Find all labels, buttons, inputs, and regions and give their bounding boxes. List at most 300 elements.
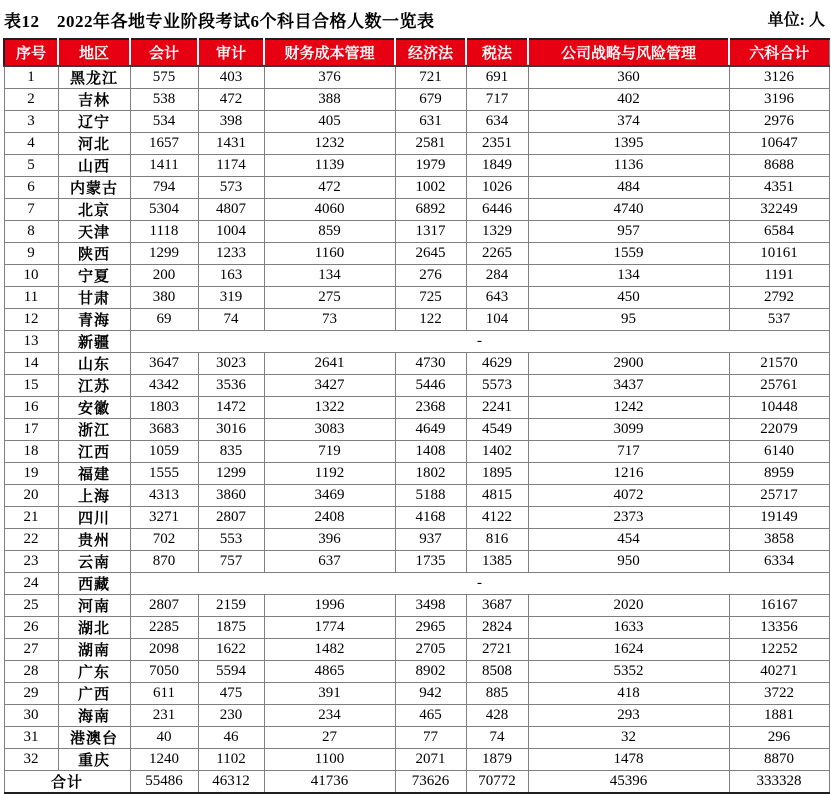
seq-cell: 28 xyxy=(4,661,58,683)
value-cell: 8870 xyxy=(729,749,829,771)
value-cell: 757 xyxy=(198,551,264,573)
value-cell: 1559 xyxy=(528,243,729,265)
value-cell: 3683 xyxy=(130,419,198,441)
value-cell: 2071 xyxy=(395,749,466,771)
table-row xyxy=(4,441,829,463)
table-row xyxy=(4,463,829,485)
seq-cell: 22 xyxy=(4,529,58,551)
seq-cell: 30 xyxy=(4,705,58,727)
value-cell: 2241 xyxy=(466,397,528,419)
value-cell: 8688 xyxy=(729,155,829,177)
region-cell: 广东 xyxy=(58,661,130,683)
seq-cell: 9 xyxy=(4,243,58,265)
value-cell: 2373 xyxy=(528,507,729,529)
value-cell: 1395 xyxy=(528,133,729,155)
seq-cell: 27 xyxy=(4,639,58,661)
value-cell: 1136 xyxy=(528,155,729,177)
table-row xyxy=(4,155,829,177)
value-cell: 1402 xyxy=(466,441,528,463)
region-cell: 吉林 xyxy=(58,89,130,111)
total-value-cell: 333328 xyxy=(729,771,829,794)
value-cell: 1803 xyxy=(130,397,198,419)
value-cell: 794 xyxy=(130,177,198,199)
value-cell: 3099 xyxy=(528,419,729,441)
column-header-1: 地区 xyxy=(58,39,130,66)
table-row xyxy=(4,199,829,221)
value-cell: 2020 xyxy=(528,595,729,617)
value-cell: 1139 xyxy=(264,155,395,177)
value-cell: 276 xyxy=(395,265,466,287)
value-cell: 73 xyxy=(264,309,395,331)
value-cell: 1555 xyxy=(130,463,198,485)
value-cell: 484 xyxy=(528,177,729,199)
value-cell: 1478 xyxy=(528,749,729,771)
table-row xyxy=(4,551,829,573)
value-cell: 611 xyxy=(130,683,198,705)
seq-cell: 21 xyxy=(4,507,58,529)
seq-cell: 26 xyxy=(4,617,58,639)
value-cell: 2641 xyxy=(264,353,395,375)
region-cell: 云南 xyxy=(58,551,130,573)
region-cell: 福建 xyxy=(58,463,130,485)
value-cell: 7050 xyxy=(130,661,198,683)
value-cell: 1329 xyxy=(466,221,528,243)
seq-cell: 13 xyxy=(4,331,58,353)
value-cell: 4122 xyxy=(466,507,528,529)
value-cell: 418 xyxy=(528,683,729,705)
total-value-cell: 45396 xyxy=(528,771,729,794)
table-row xyxy=(4,419,829,441)
value-cell: 2159 xyxy=(198,595,264,617)
value-cell: 1102 xyxy=(198,749,264,771)
value-cell: 1996 xyxy=(264,595,395,617)
value-cell: 2351 xyxy=(466,133,528,155)
value-cell: 2824 xyxy=(466,617,528,639)
value-cell: 719 xyxy=(264,441,395,463)
value-cell: 16167 xyxy=(729,595,829,617)
value-cell: 1299 xyxy=(198,463,264,485)
value-cell: 1411 xyxy=(130,155,198,177)
value-cell: 1118 xyxy=(130,221,198,243)
total-value-cell: 73626 xyxy=(395,771,466,794)
value-cell: 454 xyxy=(528,529,729,551)
table-row xyxy=(4,529,829,551)
value-cell: 396 xyxy=(264,529,395,551)
region-cell: 港澳台 xyxy=(58,727,130,749)
value-cell: 10647 xyxy=(729,133,829,155)
region-cell: 四川 xyxy=(58,507,130,529)
total-value-cell: 55486 xyxy=(130,771,198,794)
region-cell: 甘肃 xyxy=(58,287,130,309)
value-cell: 1879 xyxy=(466,749,528,771)
value-cell: 77 xyxy=(395,727,466,749)
table-row xyxy=(4,705,829,727)
value-cell: 2645 xyxy=(395,243,466,265)
column-header-8: 六科合计 xyxy=(729,39,829,66)
value-cell: 104 xyxy=(466,309,528,331)
value-cell: 1322 xyxy=(264,397,395,419)
value-cell: 1881 xyxy=(729,705,829,727)
value-cell: 69 xyxy=(130,309,198,331)
value-cell: 553 xyxy=(198,529,264,551)
value-cell: 388 xyxy=(264,89,395,111)
column-header-7: 公司战略与风险管理 xyxy=(528,39,729,66)
table-row xyxy=(4,639,829,661)
value-cell: 1002 xyxy=(395,177,466,199)
value-cell: 6892 xyxy=(395,199,466,221)
value-cell: 3687 xyxy=(466,595,528,617)
value-cell: 835 xyxy=(198,441,264,463)
value-cell: 4072 xyxy=(528,485,729,507)
region-cell: 内蒙古 xyxy=(58,177,130,199)
column-header-2: 会计 xyxy=(130,39,198,66)
value-cell: 6446 xyxy=(466,199,528,221)
value-cell: 1624 xyxy=(528,639,729,661)
table-row xyxy=(4,331,829,353)
value-cell: 2965 xyxy=(395,617,466,639)
value-cell: 2976 xyxy=(729,111,829,133)
value-cell: 319 xyxy=(198,287,264,309)
seq-cell: 4 xyxy=(4,133,58,155)
value-cell: 293 xyxy=(528,705,729,727)
seq-cell: 23 xyxy=(4,551,58,573)
value-cell: 573 xyxy=(198,177,264,199)
value-cell: 405 xyxy=(264,111,395,133)
region-cell: 辽宁 xyxy=(58,111,130,133)
region-cell: 河南 xyxy=(58,595,130,617)
seq-cell: 5 xyxy=(4,155,58,177)
value-cell: 1482 xyxy=(264,639,395,661)
total-value-cell: 70772 xyxy=(466,771,528,794)
region-cell: 江西 xyxy=(58,441,130,463)
value-cell: 6140 xyxy=(729,441,829,463)
header-row xyxy=(4,39,829,66)
region-cell: 江苏 xyxy=(58,375,130,397)
value-cell: 4740 xyxy=(528,199,729,221)
value-cell: 3498 xyxy=(395,595,466,617)
value-cell: 25761 xyxy=(729,375,829,397)
value-cell: 40 xyxy=(130,727,198,749)
table-row xyxy=(4,595,829,617)
value-cell: 3271 xyxy=(130,507,198,529)
value-cell: 296 xyxy=(729,727,829,749)
value-cell: 200 xyxy=(130,265,198,287)
region-cell: 宁夏 xyxy=(58,265,130,287)
value-cell: 717 xyxy=(466,89,528,111)
value-cell: 3858 xyxy=(729,529,829,551)
table-row xyxy=(4,727,829,749)
value-cell: 8959 xyxy=(729,463,829,485)
value-cell: 1633 xyxy=(528,617,729,639)
region-cell: 黑龙江 xyxy=(58,66,130,89)
total-label-cell: 合计 xyxy=(4,771,130,794)
table-row xyxy=(4,309,829,331)
value-cell: 450 xyxy=(528,287,729,309)
seq-cell: 20 xyxy=(4,485,58,507)
empty-merged-cell: - xyxy=(130,573,829,595)
value-cell: 6334 xyxy=(729,551,829,573)
value-cell: 4549 xyxy=(466,419,528,441)
seq-cell: 2 xyxy=(4,89,58,111)
value-cell: 1026 xyxy=(466,177,528,199)
seq-cell: 14 xyxy=(4,353,58,375)
seq-cell: 17 xyxy=(4,419,58,441)
page-title: 表12 2022年各地专业阶段考试6个科目合格人数一览表 xyxy=(4,12,435,31)
region-cell: 浙江 xyxy=(58,419,130,441)
value-cell: 5594 xyxy=(198,661,264,683)
value-cell: 391 xyxy=(264,683,395,705)
value-cell: 859 xyxy=(264,221,395,243)
value-cell: 957 xyxy=(528,221,729,243)
value-cell: 2368 xyxy=(395,397,466,419)
value-cell: 1895 xyxy=(466,463,528,485)
value-cell: 816 xyxy=(466,529,528,551)
value-cell: 472 xyxy=(264,177,395,199)
value-cell: 4865 xyxy=(264,661,395,683)
value-cell: 5304 xyxy=(130,199,198,221)
table-row xyxy=(4,221,829,243)
value-cell: 1385 xyxy=(466,551,528,573)
value-cell: 398 xyxy=(198,111,264,133)
value-cell: 1849 xyxy=(466,155,528,177)
value-cell: 3023 xyxy=(198,353,264,375)
value-cell: 1004 xyxy=(198,221,264,243)
table-row xyxy=(4,133,829,155)
table-row xyxy=(4,243,829,265)
table-row xyxy=(4,661,829,683)
value-cell: 4649 xyxy=(395,419,466,441)
value-cell: 1431 xyxy=(198,133,264,155)
region-cell: 青海 xyxy=(58,309,130,331)
value-cell: 134 xyxy=(528,265,729,287)
value-cell: 1774 xyxy=(264,617,395,639)
value-cell: 631 xyxy=(395,111,466,133)
seq-cell: 29 xyxy=(4,683,58,705)
table-row xyxy=(4,749,829,771)
value-cell: 465 xyxy=(395,705,466,727)
value-cell: 21570 xyxy=(729,353,829,375)
value-cell: 2265 xyxy=(466,243,528,265)
value-cell: 122 xyxy=(395,309,466,331)
table-row xyxy=(4,485,829,507)
value-cell: 1317 xyxy=(395,221,466,243)
value-cell: 575 xyxy=(130,66,198,89)
table-row xyxy=(4,111,829,133)
value-cell: 234 xyxy=(264,705,395,727)
table-row xyxy=(4,507,829,529)
table-row xyxy=(4,617,829,639)
value-cell: 40271 xyxy=(729,661,829,683)
value-cell: 3647 xyxy=(130,353,198,375)
column-header-5: 经济法 xyxy=(395,39,466,66)
value-cell: 1875 xyxy=(198,617,264,639)
value-cell: 3126 xyxy=(729,66,829,89)
value-cell: 1408 xyxy=(395,441,466,463)
value-cell: 1622 xyxy=(198,639,264,661)
value-cell: 4313 xyxy=(130,485,198,507)
value-cell: 691 xyxy=(466,66,528,89)
seq-cell: 32 xyxy=(4,749,58,771)
empty-merged-cell: - xyxy=(130,331,829,353)
value-cell: 4060 xyxy=(264,199,395,221)
region-cell: 天津 xyxy=(58,221,130,243)
value-cell: 4351 xyxy=(729,177,829,199)
value-cell: 534 xyxy=(130,111,198,133)
value-cell: 74 xyxy=(198,309,264,331)
region-cell: 安徽 xyxy=(58,397,130,419)
value-cell: 721 xyxy=(395,66,466,89)
value-cell: 95 xyxy=(528,309,729,331)
total-row xyxy=(4,771,829,794)
value-cell: 1059 xyxy=(130,441,198,463)
region-cell: 陕西 xyxy=(58,243,130,265)
region-cell: 广西 xyxy=(58,683,130,705)
value-cell: 4730 xyxy=(395,353,466,375)
value-cell: 230 xyxy=(198,705,264,727)
value-cell: 3536 xyxy=(198,375,264,397)
total-value-cell: 46312 xyxy=(198,771,264,794)
value-cell: 380 xyxy=(130,287,198,309)
value-cell: 643 xyxy=(466,287,528,309)
table-row xyxy=(4,353,829,375)
table-row xyxy=(4,375,829,397)
value-cell: 74 xyxy=(466,727,528,749)
seq-cell: 6 xyxy=(4,177,58,199)
value-cell: 19149 xyxy=(729,507,829,529)
table-row xyxy=(4,66,829,89)
value-cell: 1657 xyxy=(130,133,198,155)
value-cell: 1240 xyxy=(130,749,198,771)
value-cell: 10161 xyxy=(729,243,829,265)
value-cell: 5352 xyxy=(528,661,729,683)
value-cell: 1174 xyxy=(198,155,264,177)
value-cell: 3860 xyxy=(198,485,264,507)
table-row xyxy=(4,397,829,419)
value-cell: 1299 xyxy=(130,243,198,265)
value-cell: 937 xyxy=(395,529,466,551)
value-cell: 538 xyxy=(130,89,198,111)
value-cell: 2721 xyxy=(466,639,528,661)
value-cell: 472 xyxy=(198,89,264,111)
seq-cell: 12 xyxy=(4,309,58,331)
value-cell: 3437 xyxy=(528,375,729,397)
region-cell: 新疆 xyxy=(58,331,130,353)
value-cell: 637 xyxy=(264,551,395,573)
value-cell: 25717 xyxy=(729,485,829,507)
value-cell: 1735 xyxy=(395,551,466,573)
column-header-6: 税法 xyxy=(466,39,528,66)
value-cell: 4629 xyxy=(466,353,528,375)
value-cell: 1242 xyxy=(528,397,729,419)
region-cell: 湖南 xyxy=(58,639,130,661)
column-header-4: 财务成本管理 xyxy=(264,39,395,66)
pass-count-table xyxy=(3,38,830,794)
value-cell: 163 xyxy=(198,265,264,287)
value-cell: 717 xyxy=(528,441,729,463)
region-cell: 山东 xyxy=(58,353,130,375)
value-cell: 2705 xyxy=(395,639,466,661)
value-cell: 3427 xyxy=(264,375,395,397)
value-cell: 4815 xyxy=(466,485,528,507)
value-cell: 374 xyxy=(528,111,729,133)
value-cell: 475 xyxy=(198,683,264,705)
seq-cell: 15 xyxy=(4,375,58,397)
seq-cell: 19 xyxy=(4,463,58,485)
seq-cell: 10 xyxy=(4,265,58,287)
value-cell: 950 xyxy=(528,551,729,573)
value-cell: 32 xyxy=(528,727,729,749)
value-cell: 5446 xyxy=(395,375,466,397)
value-cell: 2098 xyxy=(130,639,198,661)
value-cell: 4168 xyxy=(395,507,466,529)
value-cell: 3196 xyxy=(729,89,829,111)
value-cell: 13356 xyxy=(729,617,829,639)
value-cell: 1100 xyxy=(264,749,395,771)
value-cell: 134 xyxy=(264,265,395,287)
value-cell: 8508 xyxy=(466,661,528,683)
value-cell: 2807 xyxy=(130,595,198,617)
seq-cell: 16 xyxy=(4,397,58,419)
region-cell: 西藏 xyxy=(58,573,130,595)
region-cell: 重庆 xyxy=(58,749,130,771)
seq-cell: 8 xyxy=(4,221,58,243)
value-cell: 3016 xyxy=(198,419,264,441)
value-cell: 360 xyxy=(528,66,729,89)
table-row xyxy=(4,683,829,705)
value-cell: 1160 xyxy=(264,243,395,265)
table-row xyxy=(4,177,829,199)
value-cell: 1979 xyxy=(395,155,466,177)
value-cell: 1232 xyxy=(264,133,395,155)
seq-cell: 18 xyxy=(4,441,58,463)
table-row xyxy=(4,573,829,595)
region-cell: 湖北 xyxy=(58,617,130,639)
unit-label: 单位: 人 xyxy=(767,12,825,29)
region-cell: 海南 xyxy=(58,705,130,727)
seq-cell: 7 xyxy=(4,199,58,221)
value-cell: 870 xyxy=(130,551,198,573)
total-value-cell: 41736 xyxy=(264,771,395,794)
value-cell: 428 xyxy=(466,705,528,727)
value-cell: 2285 xyxy=(130,617,198,639)
region-cell: 贵州 xyxy=(58,529,130,551)
seq-cell: 31 xyxy=(4,727,58,749)
value-cell: 1191 xyxy=(729,265,829,287)
seq-cell: 3 xyxy=(4,111,58,133)
value-cell: 10448 xyxy=(729,397,829,419)
value-cell: 284 xyxy=(466,265,528,287)
value-cell: 885 xyxy=(466,683,528,705)
region-cell: 河北 xyxy=(58,133,130,155)
value-cell: 2408 xyxy=(264,507,395,529)
value-cell: 1802 xyxy=(395,463,466,485)
value-cell: 4342 xyxy=(130,375,198,397)
region-cell: 北京 xyxy=(58,199,130,221)
seq-cell: 25 xyxy=(4,595,58,617)
value-cell: 3469 xyxy=(264,485,395,507)
value-cell: 679 xyxy=(395,89,466,111)
seq-cell: 11 xyxy=(4,287,58,309)
value-cell: 2581 xyxy=(395,133,466,155)
value-cell: 2807 xyxy=(198,507,264,529)
value-cell: 376 xyxy=(264,66,395,89)
value-cell: 1216 xyxy=(528,463,729,485)
title-bar xyxy=(0,0,831,36)
seq-cell: 1 xyxy=(4,66,58,89)
column-header-3: 审计 xyxy=(198,39,264,66)
value-cell: 402 xyxy=(528,89,729,111)
value-cell: 231 xyxy=(130,705,198,727)
